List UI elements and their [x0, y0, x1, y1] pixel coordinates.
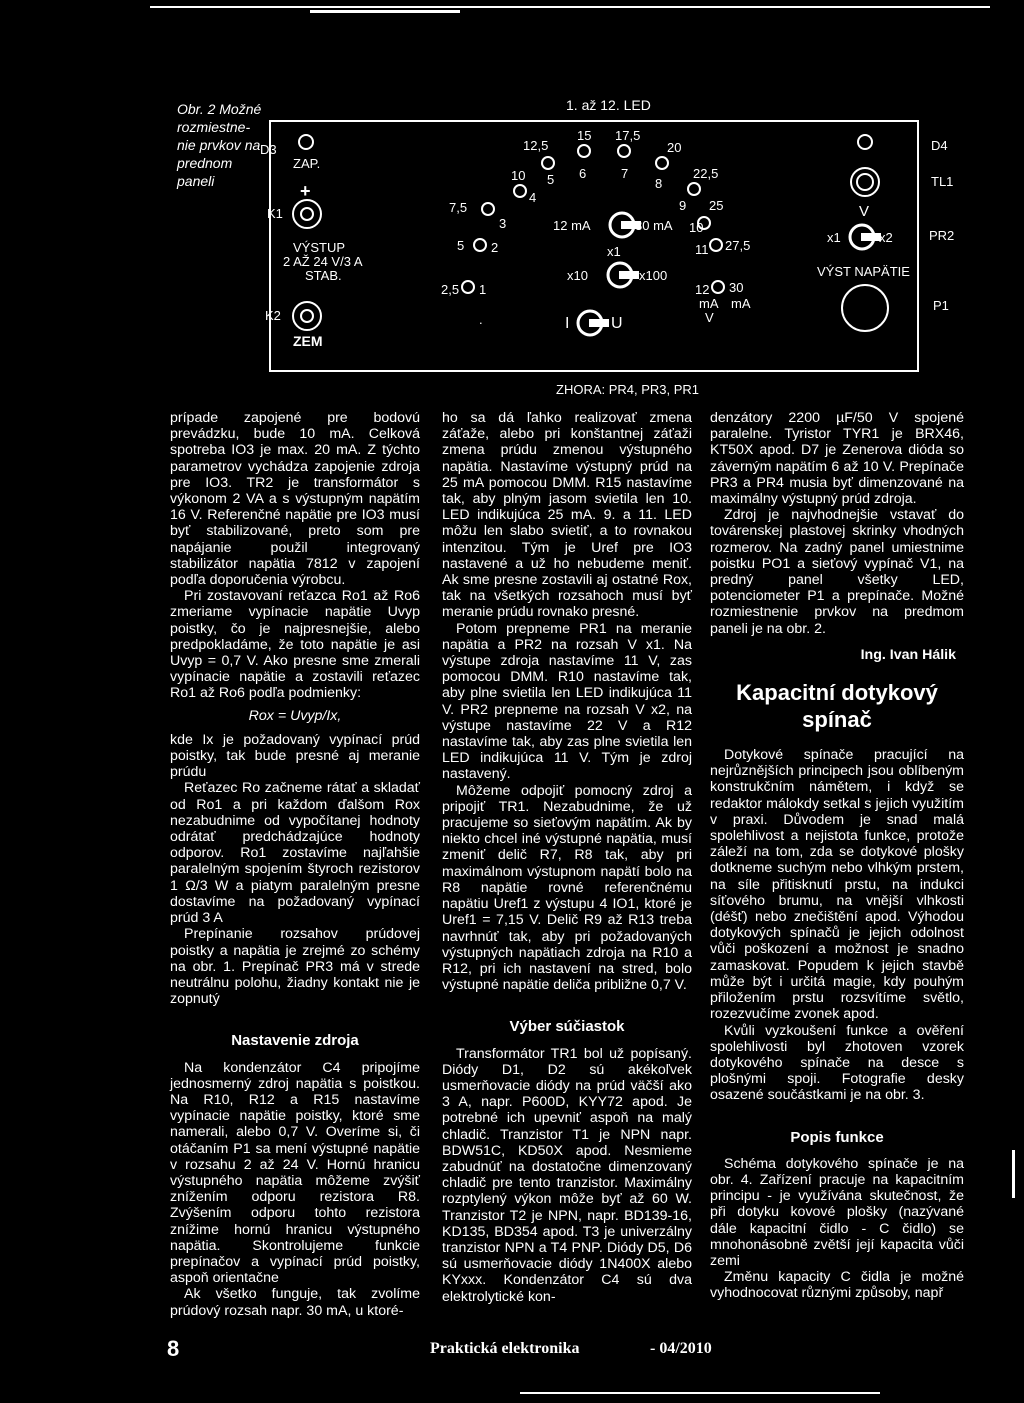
label-vyst-napatie: VÝST NAPÄTIE — [817, 264, 910, 279]
col3-paragraph-6: Změnu kapacity C čidla je možné vyhodnocovat různými způsoby, např — [710, 1269, 964, 1302]
col1-paragraph-4: Reťazec Ro začneme rátať a skladať od Ro1 a pri každom ďalšom Rox nezabudnime od vypočítanej hodnoty odrátať predchádzajúce hodnoty odporov. Ro1 zostavíme najľahšie paralelným spojením štyroch rezistorov 1 Ω/3 W a piatym paralelným presne dostavíme na požadovaný vypínací prúd 3 A — [170, 780, 420, 927]
switch-pr1-icon — [575, 308, 611, 338]
scale-20: 20 — [667, 140, 682, 155]
led-6-icon — [577, 144, 591, 158]
col3-paragraph-3: Dotykové spínače pracující na nejrůznějších principech jsou oblíbeným konstrukčním námětem, i když se redaktor málokdy setkal s jejich využitím v praxi. Důvodem je snad malá spolehlivost a nejistota funkce, protože záleží na tom, zda se dotykové plošky dotkneme suchým nebo vlhkým prstem, na síle přitisknutí prstu, na indukci síťového brumu, na vnější vlhkosti (déšť) nebo znečištění apod. Výhodou dotykových spínačů je jejich odolnost vůči poškození a možnost je snadno zamaskovat. Popudem k jejich stavbě může být i určitá magie, kdy pouhým přiložením prstu rozsvítíme světlo, rozezvučíme zvonek apod. — [710, 747, 964, 1023]
label-pr2: PR2 — [929, 228, 955, 243]
top-rule-accent — [310, 10, 460, 13]
scale-2-5: 2,5 — [441, 282, 460, 297]
led-num-11: 11 — [695, 242, 709, 257]
label-zap: ZAP. — [293, 156, 321, 171]
label-zem: ZEM — [293, 333, 323, 349]
label-x10: x10 — [567, 268, 588, 283]
col2-paragraph-2: Potom prepneme PR1 na meranie napätia a PR2 na rozsah V x1. Na výstupe zdroja nastavíme 11 V, zas pomocou DMM. R10 nastavíme tak, aby plne svietila len LED indikujúca 11 V. PR2 prepneme na rozsah V x2, na výstupe nastavíme 22 V a R12 nastavíme tak, aby zas plne svietila len LED indikujúca 11 V. Tým je zdroj nastavený. — [442, 620, 692, 783]
figure-bottom-label: ZHORA: PR4, PR3, PR1 — [556, 382, 700, 397]
text-column-1 — [170, 410, 420, 1319]
scale-12-5: 12,5 — [523, 138, 549, 153]
col2-paragraph-3: Môžeme odpojiť pomocný zdroj a pripojiť TR1. Nezabudnime, že už pracujeme so sieťovým napätím. Ak by niekto chcel iné výstupné napätia, musí zmeniť delič R7, R8 tak, aby pri maximálnom výstupnom napätí bolo na R8 napätie rovné referenčnému napätiu Uref1 z výstupu 4 IO1, ktoré je Uref1 = 7,15 V. Delič R9 až R13 treba navrhnúť tak, aby pri požadovaných výstupných napätiach zdroja na R10 a R12, pri ich nastavení na stred, bolo výstupné napätie deliča približne 0,7 V. — [442, 782, 692, 994]
led-zap-icon — [298, 134, 314, 150]
label-tl1: TL1 — [931, 174, 954, 189]
switch-pr2-icon — [847, 222, 883, 252]
led-num-5: 5 — [547, 172, 555, 187]
led-num-4: 4 — [529, 190, 537, 205]
led-3-icon — [481, 202, 495, 216]
led-num-10: 10 — [689, 220, 704, 235]
scale-5: 5 — [457, 238, 465, 253]
led-num-1: 1 — [479, 282, 487, 297]
label-k1: K1 — [267, 206, 283, 221]
led-7-icon — [617, 144, 631, 158]
magazine-name: Praktická elektronika — [430, 1340, 580, 1357]
heading-vyber-suciastok: Výber súčiastok — [509, 1018, 625, 1036]
scale-22-5: 22,5 — [693, 166, 719, 181]
label-dot: . — [479, 312, 483, 327]
top-rule — [150, 6, 990, 8]
col1-paragraph-3: kde Ix je požadovaný vypínací prúd poistky, tak bude presné aj meranie prúdu — [170, 731, 420, 781]
col3-paragraph-1: denzátory 2200 µF/50 V spojené paralelne. Tyristor TYR1 je BRX46, KT50X apod. D7 je Zenerova dióda so záverným napätím 6 až 10 V. Prepínače PR3 a PR4 musia byť dimenzované na maximálny výstupný prúd zdroja. — [710, 410, 964, 508]
label-v-right: V — [859, 203, 870, 220]
label-vystup-range: 2 AŽ 24 V/3 A — [283, 254, 363, 269]
led-num-12: 12 — [695, 282, 710, 297]
scale-10: 10 — [511, 168, 526, 183]
scale-15: 15 — [577, 128, 592, 143]
col1-paragraph-2: Pri zostavovaní reťazca Ro1 až Ro6 zmeriame vypínacie napätie Uvyp poistky, čo je najpresnejšie, alebo predpokladáme, že toto napätie je asi Uvyp = 0,7 V. Ako presne sme zmerali vypínacie napätie a zostavili reťazec Ro1 až Ro6 podľa podmienky: — [170, 588, 420, 702]
col2-paragraph-1: ho sa dá ľahko realizovať zmena záťaže, alebo pri konštantnej záťaži zmena prúdu zmenou výstupného napätia. Nastavíme výstupný prúd na 25 mA pomocou DMM. R15 nastavíme tak, aby plným jasom svietila len 10. LED indikujúca 25 mA. 9. a 11. LED môžu len slabo svietiť, a to rovnakou intenzitou. Tým je Uref pre IO3 nastavené a už ho nebudeme meniť. Ak sme presne zostavili aj ostatné Rox, tak na všetkých rozsahoch musí byť meranie prúdu rovnako presné. — [442, 410, 692, 621]
col3-paragraph-5: Schéma dotykového spínače je na obr. 4. Zařízení pracuje na kapacitním principu - je využívána skutečnost, že při dotyku kovové plošky (nazývané dále kapacitní čidlo - C čidlo) se mnohonásobně zvětší její kapacita vůči zemi — [710, 1155, 964, 1269]
author-name: Ing. Ivan Hálik — [860, 646, 956, 663]
scale-7-5: 7,5 — [449, 200, 468, 215]
label-u: U — [611, 315, 623, 332]
figure-caption: Obr. 2 Možné rozmiestne-nie prvkov na prednom paneli — [177, 101, 262, 189]
label-i: I — [565, 315, 570, 332]
led-2-icon — [473, 238, 487, 252]
label-d3: D3 — [260, 142, 277, 157]
led-num-9: 9 — [679, 198, 687, 213]
led-num-6: 6 — [579, 166, 587, 181]
scale-30: 30 — [729, 280, 744, 295]
led-4-icon — [513, 184, 527, 198]
led-num-2: 2 — [491, 240, 499, 255]
text-column-2 — [442, 410, 692, 1305]
led-num-8: 8 — [655, 176, 663, 191]
led-9-icon — [687, 182, 701, 196]
label-x1-current: x1 — [607, 244, 621, 259]
label-v-center: V — [705, 310, 714, 325]
led-num-3: 3 — [499, 216, 507, 231]
text-column-3 — [710, 410, 964, 1302]
heading-popis-funkce: Popis funkce — [790, 1128, 884, 1146]
label-stab: STAB. — [305, 268, 342, 283]
led-12-icon — [711, 280, 725, 294]
col1-paragraph-7: Ak všetko funguje, tak zvolíme prúdový rozsah napr. 30 mA, u ktoré- — [170, 1286, 420, 1319]
label-12ma: 12 mA — [553, 218, 591, 233]
scale-27-5: 27,5 — [725, 238, 751, 253]
col3-paragraph-2: Zdroj je najvhodnejšie vstavať do továrenskej plastovej skrinky vhodných rozmerov. Na zadný panel umiestnime poistku PO1 a sieťový vypínač V1, na predný panel všetky LED, potenciometer P1 a prepínače. Možné rozmiestnenie prvkov na predmom paneli je na obr. 2. — [710, 507, 964, 637]
bottom-rule — [520, 1392, 880, 1394]
col1-paragraph-1: prípade zapojené pre bodovú prevádzku, bude 10 mA. Celková spotreba IO3 je max. 20 mA. Z týchto parametrov vychádza zapojenie zdroja pre IO3. TR2 je transformátor s výkonom 2 VA a s výstupným napätím 16 V. Referenčné napätie pre IO3 musí byť stabilizované, preto som pre napájanie použil integrovaný stabilizátor napätia 7812 v zapojení podľa doporučenia výrobcu. — [170, 410, 420, 589]
led-num-7: 7 — [621, 166, 629, 181]
label-p1: P1 — [933, 298, 949, 313]
potentiometer-p1-icon — [839, 282, 891, 334]
margin-mark — [1012, 1150, 1015, 1198]
label-vystup: VÝSTUP — [293, 240, 346, 255]
output-terminal-icon — [291, 198, 323, 230]
led-d4-icon — [857, 134, 873, 150]
col1-paragraph-5: Prepínanie rozsahov prúdovej poistky a napätia je zrejmé zo schémy na obr. 1. Prepínač PR3 má v strede neutrálnu polohu, žiadny kontakt nie je zopnutý — [170, 926, 420, 1008]
heading-nastavenie-zdroja: Nastavenie zdroja — [231, 1032, 359, 1050]
label-x100: x100 — [639, 268, 668, 283]
col1-paragraph-6: Na kondenzátor C4 pripojíme jednosmerný zdroj napätia s poistkou. Na R10, R12 a R15 nastavíme vypínacie napätie poistky, ktoré sme namerali, alebo 0,7 V. Overíme si, či otáčaním P1 sa mení výstupné napätie v rozsahu 2 až 24 V. Hornú hranicu výstupného napätia môžeme zvýšiť znížením odporu rezistora R8. Zvýšením odporu tohto rezistora znížime hornú hranicu výstupného napätia. Skontrolujeme funkcie prepínačov a vypínací prúd poistky, aspoň orientačne — [170, 1059, 420, 1287]
issue-number: - 04/2010 — [650, 1340, 712, 1357]
label-ma-right: mA — [731, 296, 751, 311]
col1-formula: Rox = Uvyp/Ix, — [248, 707, 342, 724]
led-5-icon — [541, 156, 555, 170]
ground-terminal-icon — [291, 300, 323, 332]
front-panel-figure — [260, 120, 955, 372]
page-number: 8 — [167, 1336, 180, 1361]
led-8-icon — [655, 156, 669, 170]
col3-paragraph-4: Kvůli vyzkoušení funkce a ověření spolehlivosti byl zhotoven vzorek dotykového spínače na desce s plošnými spoji. Fotografie desky osazené součástkami je na obr. 3. — [710, 1022, 964, 1104]
label-ma-left: mA — [699, 296, 719, 311]
article-title: Kapacitní dotykový spínač — [736, 680, 938, 733]
label-x2-voltage: x2 — [879, 230, 893, 245]
label-x1-voltage: x1 — [827, 230, 841, 245]
led-11-icon — [709, 238, 723, 252]
label-plus: + — [300, 181, 311, 201]
switch-pr3-icon — [605, 260, 641, 290]
scale-17-5: 17,5 — [615, 128, 641, 143]
led-1-icon — [461, 280, 475, 294]
led-title: 1. až 12. LED — [566, 97, 651, 113]
col2-paragraph-4: Transformátor TR1 bol už popísaný. Diódy D1, D2 sú akékoľvek usmerňovacie diódy na prúd väčší ako 3 A, napr. P600D, KYY72 apod. Je potrebné ich upevniť aspoň na malý chladič. Tranzistor T1 je NPN napr. BDW51C, KD50X apod. Nesmieme zabudnúť na dostatočne dimenzovaný chladič pre tento tranzistor. Maximálny rozptylený výkon môže byť až 60 W. Tranzistor T2 je NPN, napr. BD139-16, KD135, BD354 apod. T3 je univerzálny tranzistor NPN a T4 PNP. Diódy D5, D6 sú usmerňovacie diódy 1N400X alebo KYxxx. Kondenzátor C4 sú dva elektrolytické kon- — [442, 1045, 692, 1305]
label-d4: D4 — [931, 138, 948, 153]
button-tl1-icon — [849, 166, 881, 198]
label-30ma: 30 mA — [635, 218, 673, 233]
label-k2: K2 — [265, 308, 281, 323]
scale-25: 25 — [709, 198, 724, 213]
